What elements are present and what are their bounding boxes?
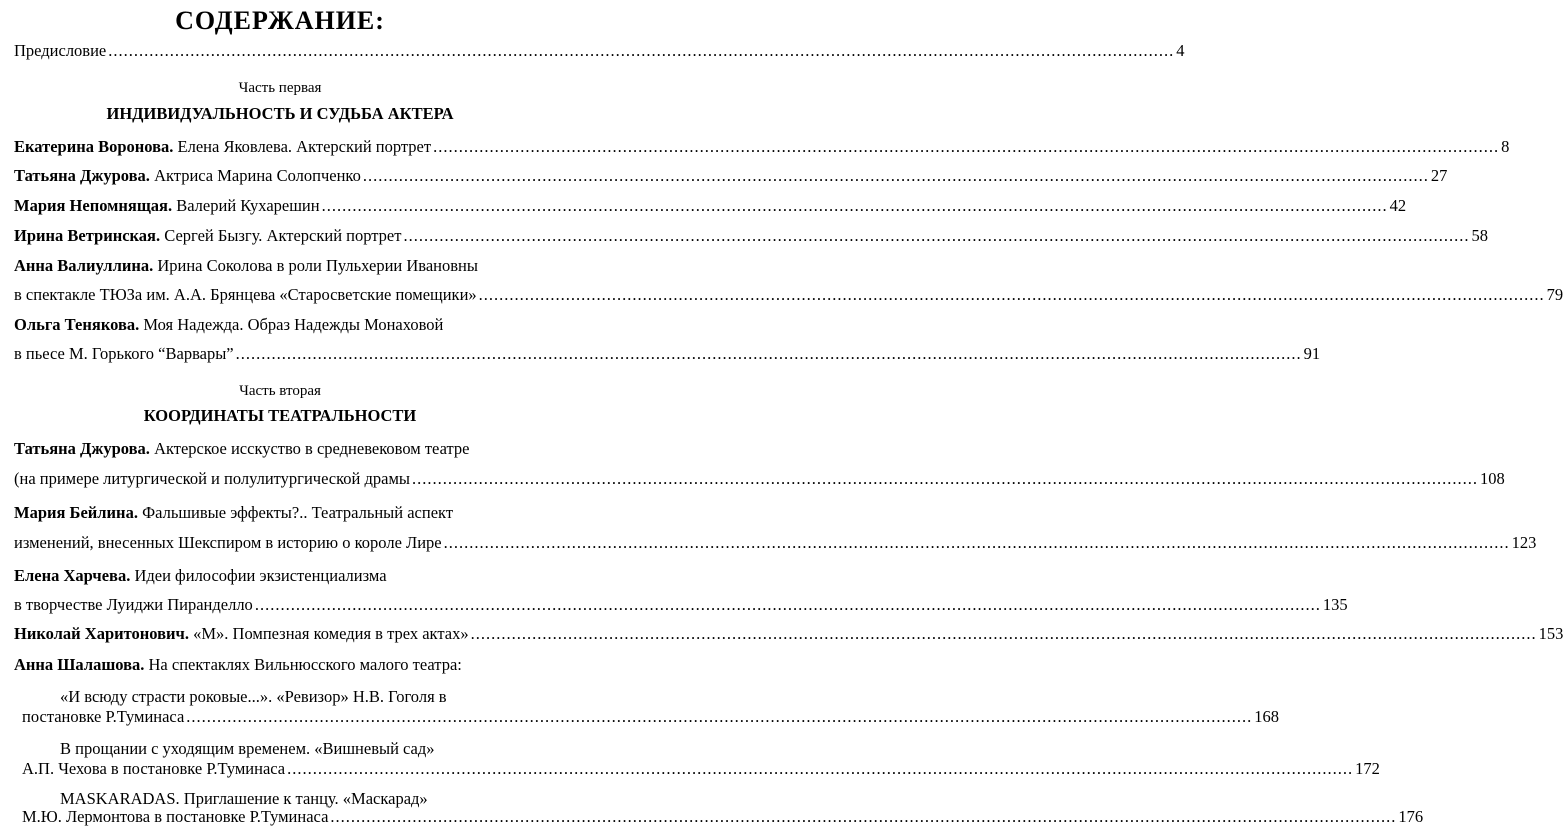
- page-number: 79: [1546, 285, 1563, 304]
- entry-author: Татьяна Джурова.: [14, 439, 150, 458]
- dot-leader: [363, 165, 1429, 187]
- toc-entry: [14, 654, 554, 676]
- entry-title: Елена Яковлева. Актерский портрет: [173, 137, 432, 156]
- toc-entry: [14, 136, 1510, 158]
- subentry-title: В прощании с уходящим временем. «Вишневый сад»: [60, 739, 435, 758]
- entry-author: Ольга Тенякова.: [14, 315, 140, 334]
- toc-entry-continuation: [14, 468, 1505, 490]
- page-number: 4: [1176, 41, 1185, 60]
- entry-title: Моя Надежда. Образ Надежды Монаховой: [139, 315, 444, 334]
- page-number: 153: [1538, 624, 1563, 643]
- entry-author: Анна Шалашова.: [14, 655, 145, 674]
- subentry-title-cont: М.Ю. Лермонтова в постановке Р.Туминаса: [22, 807, 329, 826]
- toc-entry: [14, 225, 1488, 247]
- toc-subentry: [60, 738, 554, 760]
- dot-leader: [186, 706, 1252, 728]
- dot-leader: [471, 623, 1537, 645]
- toc-entry: [14, 438, 554, 460]
- entry-title-cont: изменений, внесенных Шекспиром в историю о короле Лире: [14, 533, 442, 552]
- page-number: 42: [1389, 196, 1407, 215]
- entry-title: Фальшивые эффекты?.. Театральный аспект: [137, 503, 454, 522]
- page-number: 27: [1430, 166, 1448, 185]
- page-number: 172: [1355, 759, 1380, 778]
- entry-author: Анна Валиуллина.: [14, 256, 154, 275]
- dot-leader: [330, 806, 1396, 828]
- page-title: СОДЕРЖАНИЕ:: [175, 6, 385, 35]
- dot-leader: [403, 225, 1469, 247]
- toc-entry: [14, 165, 1448, 187]
- entry-title: Актриса Марина Солопченко: [149, 166, 361, 185]
- entry-author: Татьяна Джурова.: [14, 166, 150, 185]
- toc-subentry: [60, 686, 554, 708]
- toc-subentry-continuation: [22, 706, 1280, 728]
- dot-leader: [236, 343, 1302, 365]
- dot-leader: [412, 468, 1478, 490]
- page-number: 58: [1471, 226, 1488, 245]
- subentry-title: «И всюду страсти роковые...». «Ревизор» Н.В. Гоголя в: [60, 687, 447, 706]
- toc-entry: [14, 314, 554, 336]
- entry-title-cont: в пьесе М. Горького “Варвары”: [14, 344, 234, 363]
- toc-subentry-continuation: [22, 806, 1424, 828]
- entry-title: Идеи философии экзистенциализма: [130, 566, 387, 585]
- entry-title: Валерий Кухарешин: [172, 196, 320, 215]
- entry-author: Ирина Ветринская.: [14, 226, 161, 245]
- page-number: 176: [1398, 807, 1424, 826]
- entry-title-cont: (на примере литургической и полулитургической драмы: [14, 469, 411, 488]
- entry-title: Сергей Бызгу. Актерский портрет: [160, 226, 402, 245]
- toc-entry: [14, 502, 554, 524]
- entry-title: На спектаклях Вильнюсского малого театра:: [144, 655, 462, 674]
- entry-title: Предисловие: [14, 41, 107, 60]
- entry-title-cont: в творчестве Луиджи Пиранделло: [14, 595, 253, 614]
- entry-title-cont: в спектакле ТЮЗа им. А.А. Брянцева «Старосветские помещики»: [14, 285, 477, 304]
- entry-author: Мария Непомнящая.: [14, 196, 173, 215]
- entry-author: Екатерина Воронова.: [14, 137, 174, 156]
- toc-entry-continuation: [14, 532, 1537, 554]
- dot-leader: [479, 284, 1545, 306]
- page-number: 168: [1254, 707, 1280, 726]
- toc-subentry-continuation: [22, 758, 1380, 780]
- dot-leader: [287, 758, 1353, 780]
- toc-entry: [14, 195, 1407, 217]
- toc-entry: [14, 623, 1563, 645]
- toc-entry-continuation: [14, 284, 1563, 306]
- page-number: 123: [1511, 533, 1537, 552]
- entry-title: «М». Помпезная комедия в трех актах»: [188, 624, 469, 643]
- toc-entry: [14, 255, 554, 277]
- toc-entry-preface: [14, 40, 1185, 62]
- entry-author: Мария Бейлина.: [14, 503, 138, 522]
- part-heading: ИНДИВИДУАЛЬНОСТЬ И СУДЬБА АКТЕРА: [106, 104, 454, 123]
- dot-leader: [444, 532, 1510, 554]
- subentry-title-cont: постановке Р.Туминаса: [22, 707, 185, 726]
- part-label: Часть первая: [238, 80, 322, 96]
- page-number: 135: [1322, 595, 1348, 614]
- dot-leader: [433, 136, 1499, 158]
- entry-author: Николай Харитонович.: [14, 624, 189, 643]
- entry-author: Елена Харчева.: [14, 566, 131, 585]
- dot-leader: [108, 40, 1174, 62]
- dot-leader: [255, 594, 1321, 616]
- subentry-title: MASKARADAS. Приглашение к танцу. «Маскарад»: [60, 789, 428, 808]
- toc-entry-continuation: [14, 594, 1348, 616]
- page-number: 108: [1480, 469, 1505, 488]
- subentry-title-cont: А.П. Чехова в постановке Р.Туминаса: [22, 759, 286, 778]
- toc-entry: [14, 565, 554, 587]
- entry-title: Актерское исскуство в средневековом театре: [149, 439, 470, 458]
- toc-entry-continuation: [14, 343, 1321, 365]
- dot-leader: [322, 195, 1388, 217]
- entry-title: Ирина Соколова в роли Пульхерии Ивановны: [153, 256, 478, 275]
- page-number: 8: [1501, 137, 1510, 156]
- page-number: 91: [1303, 344, 1321, 363]
- part-heading: КООРДИНАТЫ ТЕАТРАЛЬНОСТИ: [143, 406, 417, 425]
- part-label: Часть вторая: [239, 383, 321, 399]
